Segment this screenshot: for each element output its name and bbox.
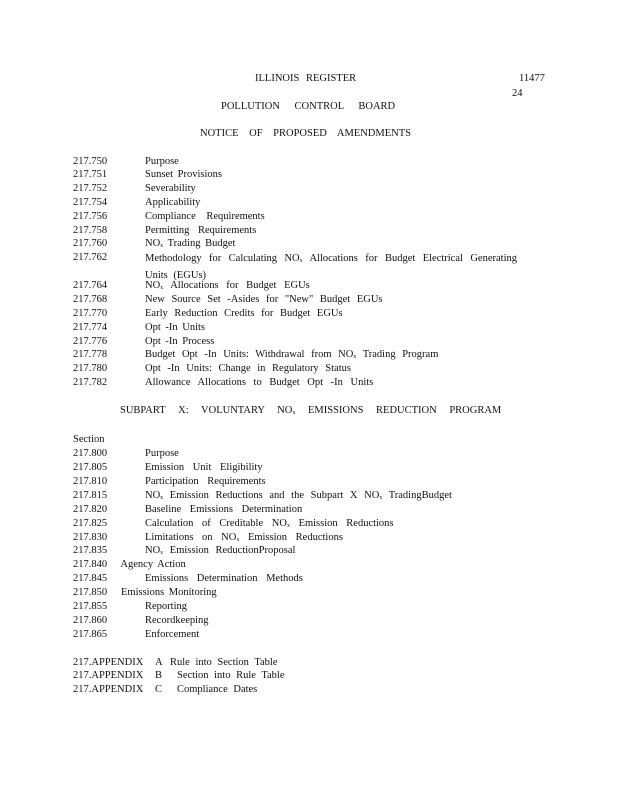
section-title: Recordkeeping [145, 615, 209, 626]
section-title: New Source Set -Asides for "New" Budget EGUs [145, 294, 383, 305]
section-title: $NO_x$ Emission ReductionProposal [145, 545, 296, 556]
section-title: Opt -In Units: Change in Regulatory Status [145, 363, 351, 374]
section-title: Severability [145, 183, 196, 194]
section-title: $NO_x$ Allocations for Budget EGUs [145, 280, 310, 291]
section-number: 217.762 [73, 252, 108, 263]
appendix-letter: C [155, 684, 163, 695]
section-number: 217.751 [73, 169, 108, 180]
section-title: Participation Requirements [145, 476, 266, 487]
section-number: 217.774 [73, 322, 108, 333]
section-title: Budget Opt -In Units: Withdrawal from $NO_x$ Trading Program [145, 349, 439, 360]
section-entry-inline: 217.850 Emissions Monitoring [73, 587, 217, 598]
section-number: 217.764 [73, 280, 108, 291]
section-number: 217.778 [73, 349, 108, 360]
section-number: 217.860 [73, 615, 108, 626]
section-title: Methodology for Calculating $NO_x$ Allocations for Budget Electrical Generating Units (EGUs) [145, 253, 517, 281]
section-number: 217.768 [73, 294, 108, 305]
section-title: Purpose [145, 448, 179, 459]
section-title: Early Reduction Credits for Budget EGUs [145, 308, 343, 319]
section-title: Allowance Allocations to Budget Opt -In Units [145, 377, 374, 388]
appendix-letter: B [155, 670, 163, 681]
section-number: 217.760 [73, 238, 108, 249]
section-number: 217.855 [73, 601, 108, 612]
section-number: 217.750 [73, 156, 108, 167]
section-title: Permitting Requirements [145, 225, 257, 236]
appendix-title: Section into Rule Table [177, 670, 285, 681]
register-title: ILLINOIS REGISTER [255, 73, 357, 84]
section-title: Baseline Emissions Determination [145, 504, 303, 515]
section-number: 217.805 [73, 462, 108, 473]
section-number: 217.865 [73, 629, 108, 640]
section-title: Enforcement [145, 629, 200, 640]
section-title: Applicability [145, 197, 201, 208]
section-number: 217.820 [73, 504, 108, 515]
section-number: 217.776 [73, 336, 108, 347]
appendix-title: Compliance Dates [177, 684, 258, 695]
section-number: 217.845 [73, 573, 108, 584]
appendix-letter: A [155, 657, 163, 668]
section-title: Reporting [145, 601, 187, 612]
section-title: Compliance Requirements [145, 211, 265, 222]
section-number: 217.782 [73, 377, 108, 388]
subpart-heading: SUBPART X: VOLUNTARY $NO_x$ EMISSIONS REDUCTION PROGRAM [120, 405, 502, 416]
section-title: Emission Unit Eligibility [145, 462, 263, 473]
section-title: Limitations on $NO_x$ Emission Reductions [145, 532, 343, 543]
section-number: 217.754 [73, 197, 108, 208]
section-number: 217.830 [73, 532, 108, 543]
appendix-label: 217.APPENDIX [73, 684, 144, 695]
notice-title: NOTICE OF PROPOSED AMENDMENTS [200, 128, 411, 139]
section-title: Opt -In Process [145, 336, 215, 347]
section-number: 217.752 [73, 183, 108, 194]
section-title: $NO_x$ Trading Budget [145, 238, 236, 249]
section-title: Purpose [145, 156, 179, 167]
section-number: 217.756 [73, 211, 108, 222]
appendix-title: Rule into Section Table [170, 657, 278, 668]
section-entry-inline: 217.840 Agency Action [73, 559, 186, 570]
issue-number: 24 [512, 88, 523, 99]
section-heading: Section [73, 434, 105, 445]
appendix-label: 217.APPENDIX [73, 657, 144, 668]
appendix-label: 217.APPENDIX [73, 670, 144, 681]
section-number: 217.780 [73, 363, 108, 374]
section-number: 217.835 [73, 545, 108, 556]
section-number: 217.815 [73, 490, 108, 501]
agency-name: POLLUTION CONTROL BOARD [221, 101, 396, 112]
section-number: 217.800 [73, 448, 108, 459]
section-title: Sunset Provisions [145, 169, 222, 180]
section-title: Calculation of Creditable $NO_x$ Emission Reductions [145, 518, 394, 529]
section-number: 217.758 [73, 225, 108, 236]
section-number: 217.810 [73, 476, 108, 487]
section-number: 217.825 [73, 518, 108, 529]
section-title: Emissions Determination Methods [145, 573, 303, 584]
section-title: $NO_x$ Emission Reductions and the Subpart X $NO_x$ TradingBudget [145, 490, 452, 501]
section-number: 217.770 [73, 308, 108, 319]
page-number: 11477 [519, 73, 545, 84]
section-title: Opt -In Units [145, 322, 205, 333]
